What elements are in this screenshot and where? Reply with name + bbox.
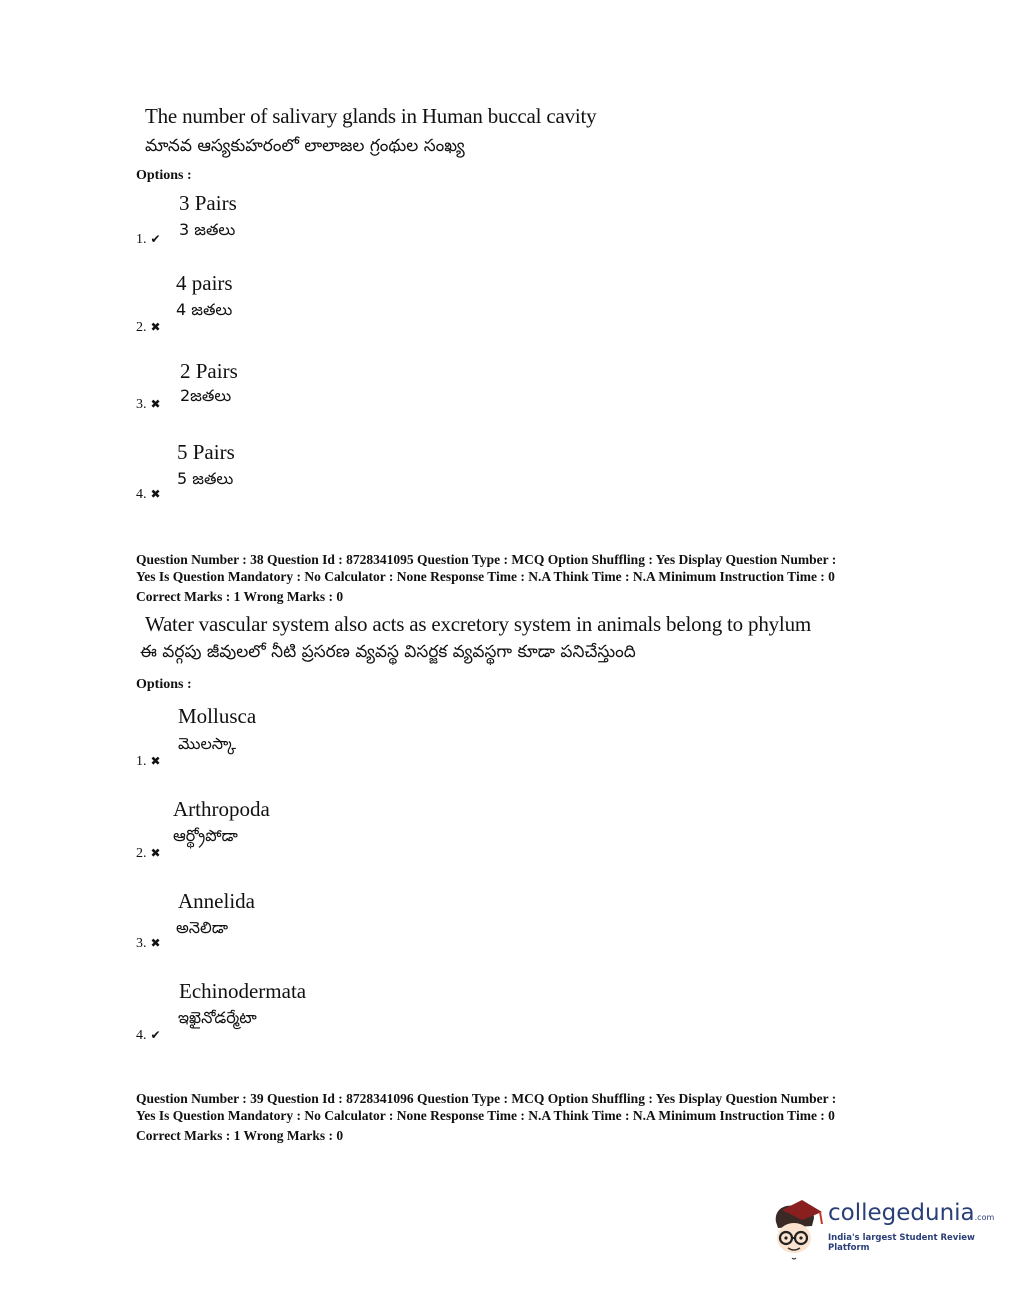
option-text-en: 5 Pairs <box>177 440 235 464</box>
option-text-en: 2 Pairs <box>180 359 238 383</box>
question-text-en: The number of salivary glands in Human buccal cavity <box>145 104 597 128</box>
wrong-cross-icon: ✖ <box>150 754 161 768</box>
option-text-te: 3 జతలు <box>179 220 236 239</box>
option-text-te: ఇఖైనోడర్మేటా <box>178 1008 257 1027</box>
collegedunia-logo <box>768 1196 998 1266</box>
option-number: 4. ✔ <box>136 1028 161 1043</box>
wrong-cross-icon: ✖ <box>150 846 161 860</box>
question-text-te: ఈ వర్గపు జీవులలో నీటి ప్రసరణ వ్యవస్థ విసర్జక వ్యవస్థగా కూడా పనిచేస్తుంది <box>140 642 636 662</box>
question-text-te: మానవ ఆస్యకుహరంలో లాలాజల గ్రంథుల సంఖ్య <box>145 136 465 156</box>
option-text-en: Echinodermata <box>179 979 307 1003</box>
meta-line: Yes Is Question Mandatory : No Calculator : None Response Time : N.A Think Time : N.A Minimum Instruction Time : 0 <box>136 1108 835 1123</box>
correct-check-icon: ✔ <box>150 232 161 246</box>
options-label: Options : <box>136 168 192 183</box>
option-number: 1. ✖ <box>136 754 161 769</box>
option-number: 4. ✖ <box>136 487 161 502</box>
meta-line: Yes Is Question Mandatory : No Calculator : None Response Time : N.A Think Time : N.A Minimum Instruction Time : 0 <box>136 569 835 584</box>
option-text-te: 2జతలు <box>180 386 232 405</box>
student-mascot-icon <box>768 1196 826 1262</box>
wrong-cross-icon: ✖ <box>150 320 161 334</box>
logo-wordmark: collegedunia.com <box>828 1200 995 1226</box>
option-text-en: Mollusca <box>178 704 257 728</box>
options-label: Options : <box>136 677 192 692</box>
option-text-te: మొలస్కా <box>178 734 236 753</box>
meta-line: Correct Marks : 1 Wrong Marks : 0 <box>136 1128 344 1143</box>
wrong-cross-icon: ✖ <box>150 487 161 501</box>
correct-check-icon: ✔ <box>150 1028 161 1042</box>
option-text-te: అనెలిడా <box>176 918 229 937</box>
logo-tagline: India's largest Student Review Platform <box>828 1233 975 1253</box>
meta-line: Question Number : 39 Question Id : 8728341096 Question Type : MCQ Option Shuffling : Yes Display Question Number : <box>136 1091 837 1106</box>
option-number: 3. ✖ <box>136 936 161 951</box>
option-text-en: Arthropoda <box>173 797 270 821</box>
option-text-en: 3 Pairs <box>179 191 237 215</box>
option-number: 2. ✖ <box>136 846 161 861</box>
option-number: 1. ✔ <box>136 232 161 247</box>
wrong-cross-icon: ✖ <box>150 397 161 411</box>
option-text-en: Annelida <box>178 889 255 913</box>
wrong-cross-icon: ✖ <box>150 936 161 950</box>
option-text-en: 4 pairs <box>176 271 233 295</box>
option-number: 3. ✖ <box>136 397 161 412</box>
option-text-te: 4 జతలు <box>176 300 233 319</box>
meta-line: Correct Marks : 1 Wrong Marks : 0 <box>136 589 344 604</box>
question-meta <box>136 551 836 605</box>
option-number: 2. ✖ <box>136 320 161 335</box>
option-text-te: 5 జతలు <box>177 469 234 488</box>
question-meta <box>136 1090 836 1144</box>
option-text-te: ఆర్థ్రోపోడా <box>173 826 238 845</box>
question-text-en: Water vascular system also acts as excretory system in animals belong to phylum <box>145 612 812 636</box>
meta-line: Question Number : 38 Question Id : 8728341095 Question Type : MCQ Option Shuffling : Yes Display Question Number : <box>136 552 837 567</box>
